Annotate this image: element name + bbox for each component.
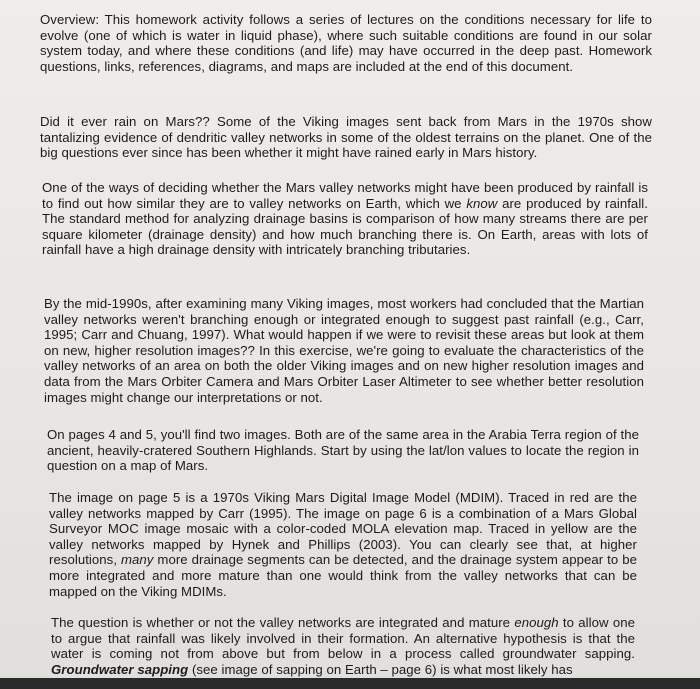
- paragraph-page-5-image: [49, 490, 637, 599]
- paragraph-text: to allow one to argue that rainfall was likely involved in their formation. An alternative hypothesis is that the water is coming not from above but from below in a process called groundwater sapping.: [51, 615, 635, 662]
- paragraph-rain-on-mars: Did it ever rain on Mars?? Some of the Viking images sent back from Mars in the 1970s show tantalizing evidence of dendritic valley networks in some of the oldest terrains on the planet. One of the big questions ever since has been whether it might have rained early in Mars history.: [40, 114, 652, 161]
- paragraph-overview: Overview: This homework activity follows a series of lectures on the conditions necessary for life to evolve (one of which is water in liquid phase), where such suitable conditions are found in our solar system today, and where these conditions (and life) may have occurred in the deep past. Homework questions, links, references, diagrams, and maps are included at the end of this document.: [40, 12, 652, 74]
- emphasis-enough: enough: [514, 615, 559, 630]
- paragraph-text: The question is whether or not the valley networks are integrated and mature: [51, 615, 515, 630]
- paragraph-text: One of the ways of deciding whether the Mars valley networks might have been produced by rainfall is to find out how similar they are to valley networks on Earth, which we: [42, 180, 648, 211]
- paragraph-mid-1990s: By the mid-1990s, after examining many Viking images, most workers had concluded that the Martian valley networks weren't branching enough or integrated enough to suggest past rainfall (e.g., Carr, 1995; Carr and Chuang, 1997). What would happen if we were to revisit these areas but look at them on new, higher resolution images?? In this exercise, we're going to evaluate the characteristics of the valley networks of an area on both the older Viking images and on new higher resolution images and data from the Mars Orbiter Camera and Mars Orbiter Laser Altimeter to see whether better resolution images might change our interpretations or not.: [44, 296, 644, 405]
- term-text: Groundwater sapping: [51, 661, 189, 677]
- paragraph-text: are produced by rainfall. The standard method for analyzing drainage basins is comparison of how many streams there are per square kilometer (drainage density) and how much branching there is. On Earth, areas with lots of rainfall have a high drainage density with intricately branching tributaries.: [42, 195, 648, 258]
- paragraph-drainage-density: [42, 180, 648, 258]
- paragraph-groundwater-sapping: [51, 615, 635, 677]
- term-groundwater-sapping: [51, 662, 188, 677]
- paragraph-text: The image on page 5 is a 1970s Viking Mars Digital Image Model (MDIM). Traced in red are the valley networks mapped by Carr (1995). The image on page 6 is a combination of a Mars Global Surveyor MOC image mosaic with a color-coded MOLA elevation map. Traced in yellow are the valley networks mapped by Hynek and Phillips (2003). You can clearly see that, at higher resolutions,: [49, 490, 637, 568]
- emphasis-know: know: [466, 195, 498, 211]
- paragraph-pages-4-5: On pages 4 and 5, you'll find two images. Both are of the same area in the Arabia Terra region of the ancient, heavily-cratered Southern Highlands. Start by using the lat/lon values to locate the region in question on a map of Mars.: [47, 427, 639, 474]
- paragraph-text: (see image of sapping on Earth – page 6) is what most likely has: [188, 661, 573, 677]
- emphasis-many: many: [121, 552, 154, 568]
- paragraph-text: more drainage segments can be detected, and the drainage system appear to be more integrated and more mature than one would think from the valley networks that can be mapped on the Viking MDIMs.: [49, 552, 637, 599]
- screen-bottom-edge: [0, 678, 700, 689]
